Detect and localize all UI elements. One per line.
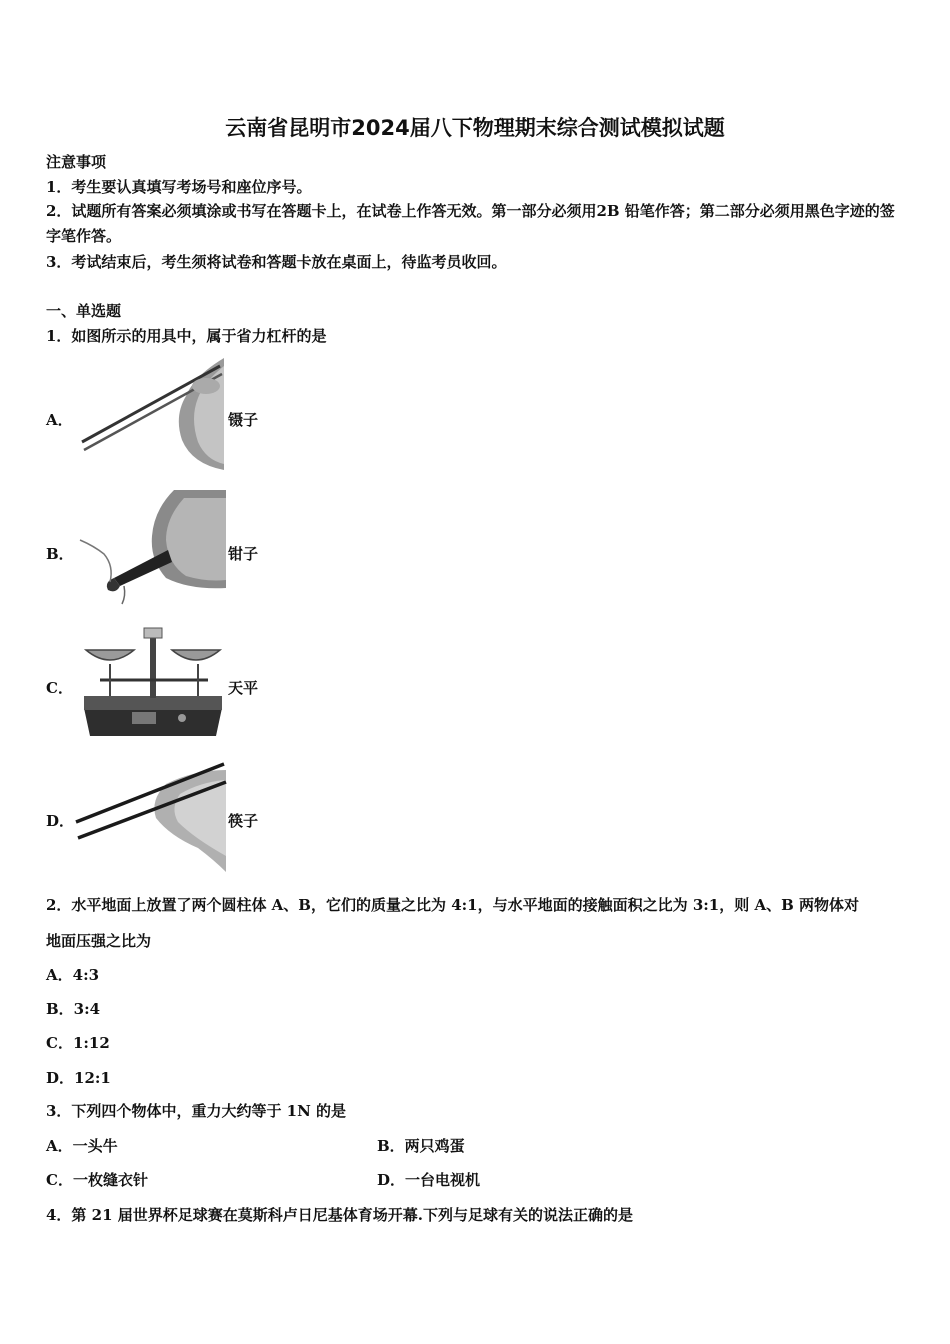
q1-option-b-label: 钳子 [228, 545, 259, 563]
q1-option-a-letter: A． [46, 411, 73, 429]
pliers-image [74, 490, 228, 606]
notice-item-2: 2．试题所有答案必须填涂或书写在答题卡上，在试卷上作答无效。第一部分必须用2B 铅笔作答；第二部分必须用黑色字迹的签字笔作答。 [46, 202, 895, 245]
page-title: 云南省昆明市2024届八下物理期末综合测试模拟试题 [225, 116, 725, 140]
notice-item-1: 1．考生要认真填写考场号和座位序号。 [46, 178, 312, 196]
q1-stem: 1．如图所示的用具中，属于省力杠杆的是 [46, 327, 327, 345]
q3-option-b: B．两只鸡蛋 [377, 1137, 465, 1155]
notice-item-3: 3．考试结束后，考生须将试卷和答题卡放在桌面上，待监考员收回。 [46, 253, 507, 271]
q1-option-b-letter: B． [46, 545, 74, 563]
q2-option-b: B．3:4 [46, 1000, 101, 1018]
tweezers-image [74, 356, 228, 472]
q1-option-d-letter: D． [46, 812, 75, 830]
q1-option-a-label: 镊子 [228, 411, 259, 429]
q3-option-d: D．一台电视机 [377, 1171, 481, 1189]
q4-stem: 4．第 21 届世界杯足球赛在莫斯科卢日尼基体育场开幕.下列与足球有关的说法正确的是 [46, 1206, 633, 1224]
balance-image [80, 624, 226, 740]
q2-stem-line-2: 地面压强之比为 [46, 932, 152, 950]
q2-option-c: C．1:12 [46, 1034, 110, 1052]
q2-option-d: D．12:1 [46, 1069, 111, 1087]
notice-heading: 注意事项 [46, 153, 107, 171]
q1-option-c-letter: C． [46, 679, 73, 697]
q3-stem: 3．下列四个物体中，重力大约等于 1N 的是 [46, 1102, 347, 1120]
q3-option-c: C．一枚缝衣针 [46, 1171, 148, 1189]
section-heading: 一、单选题 [46, 302, 122, 320]
q2-stem-line-1: 2．水平地面上放置了两个圆柱体 A、B，它们的质量之比为 4:1，与水平地面的接触面积之比为 3:1，则 A、B 两物体对 [46, 896, 860, 914]
chopsticks-image [74, 756, 228, 874]
q2-option-a: A．4:3 [46, 966, 100, 984]
q1-option-d-label: 筷子 [228, 812, 259, 830]
q1-option-c-label: 天平 [228, 679, 259, 697]
q3-option-a: A．一头牛 [46, 1137, 118, 1155]
